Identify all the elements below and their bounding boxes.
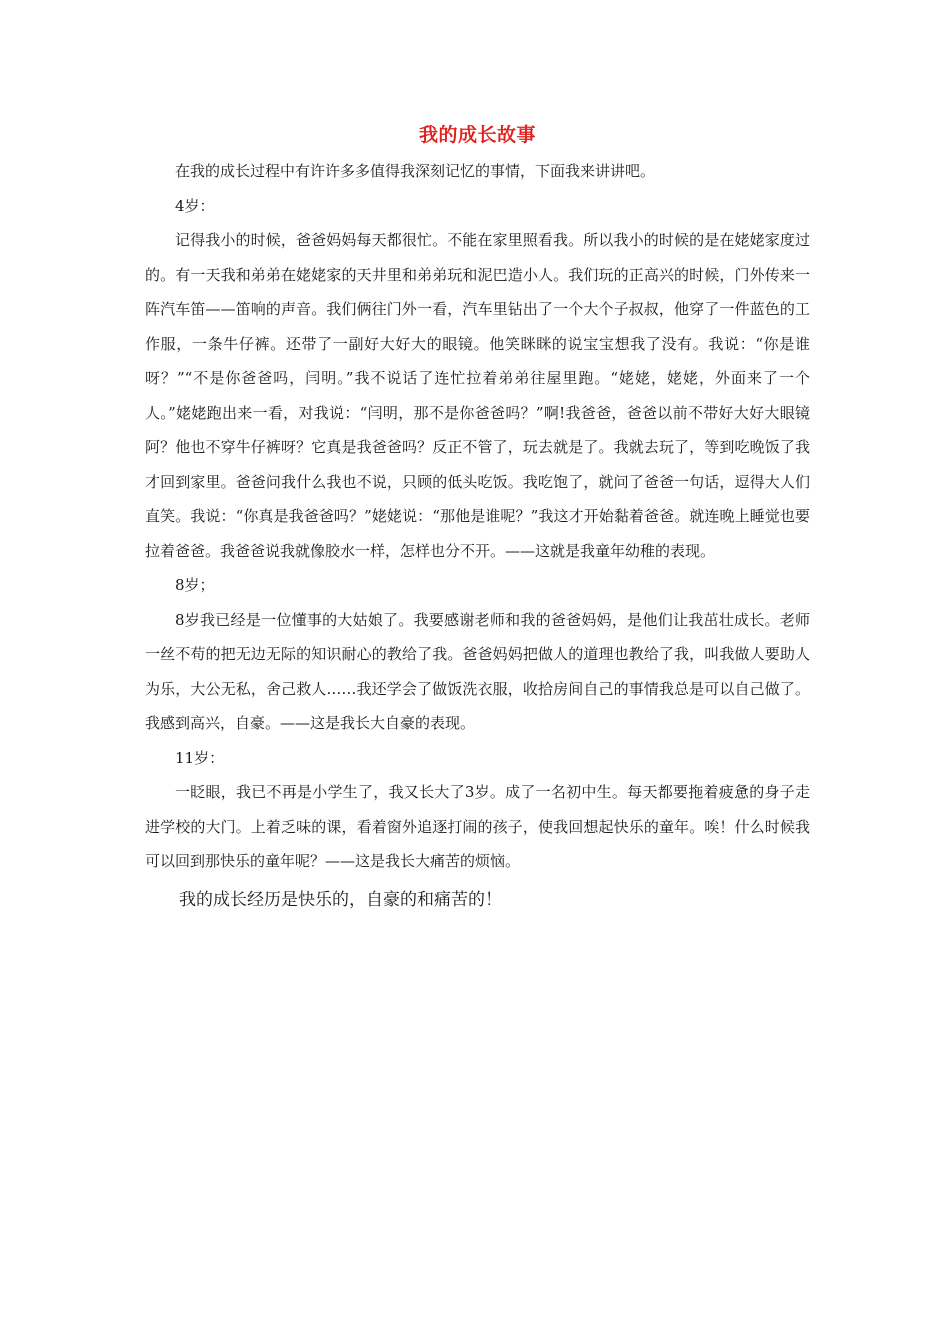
closing-sentence: 我的成长经历是快乐的，自豪的和痛苦的！: [179, 889, 502, 910]
section-label-age-11: 11岁：: [175, 748, 225, 767]
section-label-age-4: 4岁：: [175, 196, 215, 215]
section-paragraph-age-8: 8岁我已经是一位懂事的大姑娘了。我要感谢老师和我的爸爸妈妈，是他们让我茁壮成长。老师一丝不苟的把无边无际的知识耐心的教给了我。爸爸妈妈把做人的道理也教给了我，叫我做人要助人为乐，大公无私，舍己救人……我还学会了做饭洗衣服，收拾房间自己的事情我总是可以自己做了。我感到高兴，自豪。——这是我长大自豪的表现。: [145, 610, 810, 732]
section-label-age-8: 8岁；: [175, 576, 215, 594]
page-title: 我的成长故事: [418, 124, 536, 146]
document-page: [145, 118, 810, 919]
section-paragraph-age-11: 一眨眼，我已不再是小学生了，我又长大了3岁。成了一名初中生。每天都要拖着疲惫的身子走进学校的大门。上着乏味的课，看着窗外追逐打闹的孩子，使我回想起快乐的童年。唉！什么时候我可以回到那快乐的童年呢？——这是我长大痛苦的烦恼。: [145, 783, 810, 870]
intro-paragraph: 在我的成长过程中有许许多多值得我深刻记忆的事情，下面我来讲讲吧。: [175, 162, 656, 180]
section-paragraph-age-4: 记得我小的时候，爸爸妈妈每天都很忙。不能在家里照看我。所以我小的时候的是在姥姥家度过的。有一天我和弟弟在姥姥家的天井里和弟弟玩和泥巴造小人。我们玩的正高兴的时候，门外传来一阵汽车笛——笛响的声音。我们俩往门外一看，汽车里钻出了一个大个子叔叔，他穿了一件蓝色的工作服，一条牛仔裤。还带了一副好大好大的眼镜。他笑眯眯的说宝宝想我了没有。我说：“你是谁呀？”“不是你爸爸吗，闫明。”我不说话了连忙拉着弟弟往屋里跑。“姥姥，姥姥，外面来了一个人。”姥姥跑出来一看，对我说：“闫明，那不是你爸爸吗？”啊!我爸爸，爸爸以前不带好大好大眼镜阿？他也不穿牛仔裤呀？它真是我爸爸吗？反正不管了，玩去就是了。我就去玩了，等到吃晚饭了我才回到家里。爸爸问我什么我也不说，只顾的低头吃饭。我吃饱了，就问了爸爸一句话，逗得大人们直笑。我说：“你真是我爸爸吗？”姥姥说：“那他是谁呢？”我这才开始黏着爸爸。就连晚上睡觉也要拉着爸爸。我爸爸说我就像胶水一样，怎样也分不开。——这就是我童年幼稚的表现。: [145, 231, 810, 560]
